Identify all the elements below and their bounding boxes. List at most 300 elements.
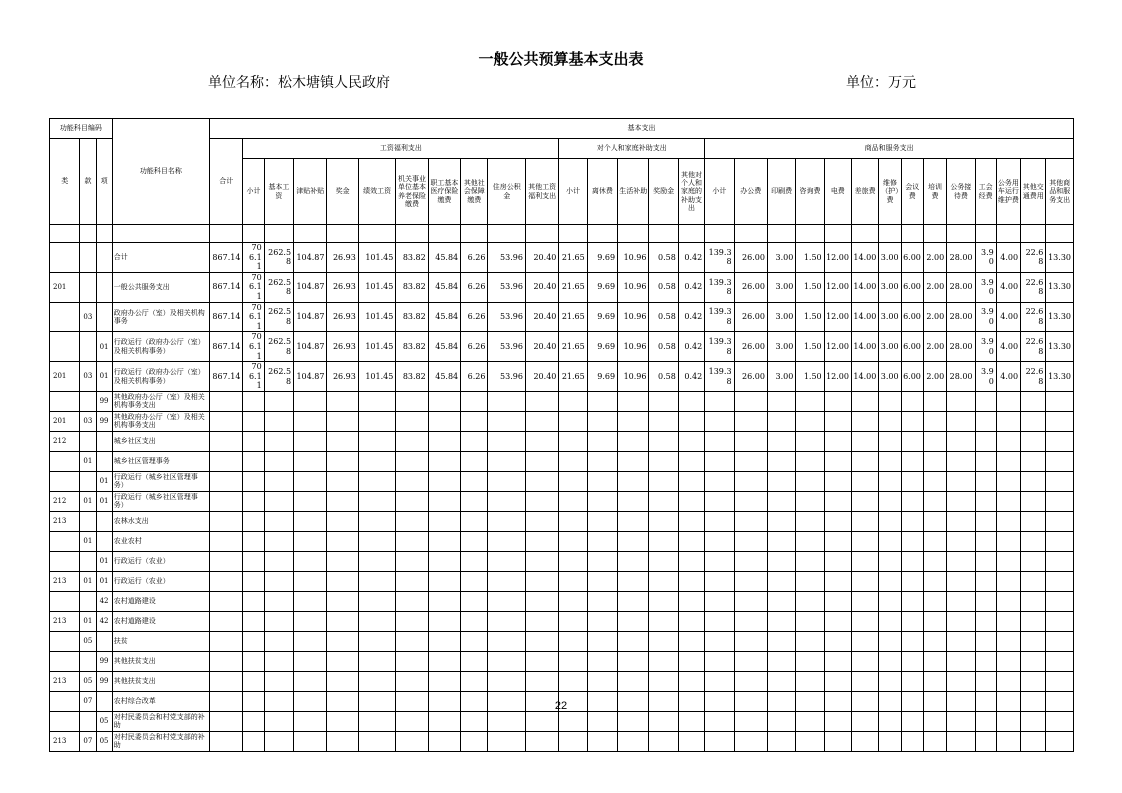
value-cell: 13.30 [1046, 362, 1074, 392]
value-cell [358, 671, 395, 691]
value-cell: 2.00 [923, 362, 946, 392]
value-cell [705, 671, 734, 691]
value-cell: 3.00 [767, 362, 795, 392]
value-cell [587, 451, 617, 471]
empty-cell [649, 225, 678, 243]
value-cell: 262.58 [264, 272, 293, 302]
value-cell: 83.82 [396, 362, 428, 392]
value-cell [996, 631, 1020, 651]
value-cell [796, 451, 824, 471]
value-cell [947, 731, 975, 751]
value-cell [734, 611, 767, 631]
func-name-cell: 一般公共服务支出 [112, 272, 209, 302]
value-cell [396, 411, 428, 431]
value-cell [879, 411, 901, 431]
xiang-code-cell [96, 302, 112, 332]
value-cell: 28.00 [947, 302, 975, 332]
value-cell [901, 431, 923, 451]
value-cell: 0.58 [649, 332, 678, 362]
value-cell [210, 431, 243, 451]
table-row [50, 491, 1074, 511]
value-cell [264, 671, 293, 691]
value-cell [734, 511, 767, 531]
value-cell [1021, 671, 1046, 691]
empty-cell [294, 225, 327, 243]
value-cell [428, 671, 460, 691]
column-header: 小计 [559, 159, 587, 225]
value-cell [358, 471, 395, 491]
empty-cell [80, 225, 96, 243]
value-cell: 867.14 [210, 302, 243, 332]
value-cell [559, 551, 587, 571]
value-cell: 0.58 [649, 362, 678, 392]
value-cell [767, 611, 795, 631]
value-cell [1046, 411, 1074, 431]
value-cell: 12.00 [824, 243, 851, 273]
value-cell: 101.45 [358, 302, 395, 332]
value-cell: 26.00 [734, 332, 767, 362]
value-cell [947, 411, 975, 431]
value-cell [618, 571, 649, 591]
func-name-cell: 行政运行（城乡社区管理事务） [112, 491, 209, 511]
table-row [50, 671, 1074, 691]
value-cell: 6.26 [461, 302, 488, 332]
value-cell [358, 591, 395, 611]
value-cell: 101.45 [358, 362, 395, 392]
value-cell [559, 451, 587, 471]
value-cell [243, 471, 264, 491]
value-cell [996, 711, 1020, 731]
value-cell: 2.00 [923, 243, 946, 273]
value-cell [525, 491, 558, 511]
value-cell [587, 551, 617, 571]
value-cell: 104.87 [294, 332, 327, 362]
value-cell [767, 531, 795, 551]
value-cell [488, 611, 525, 631]
value-cell [996, 551, 1020, 571]
value-cell [618, 471, 649, 491]
value-cell [210, 711, 243, 731]
unit-name-label: 单位名称：松木塘镇人民政府 [208, 75, 390, 91]
value-cell [1021, 411, 1046, 431]
xiang-code-cell: 42 [96, 611, 112, 631]
value-cell [461, 471, 488, 491]
value-cell: 2.00 [923, 332, 946, 362]
value-cell [327, 651, 358, 671]
value-cell: 10.96 [618, 243, 649, 273]
value-cell [851, 551, 878, 571]
value-cell [525, 531, 558, 551]
value-cell [767, 591, 795, 611]
value-cell [428, 611, 460, 631]
value-cell [587, 531, 617, 551]
value-cell [851, 411, 878, 431]
value-cell: 21.65 [559, 243, 587, 273]
value-cell [428, 571, 460, 591]
value-cell [488, 431, 525, 451]
value-cell [649, 591, 678, 611]
value-cell [824, 531, 851, 551]
value-cell [559, 731, 587, 751]
value-cell: 28.00 [947, 243, 975, 273]
value-cell [461, 411, 488, 431]
value-cell [461, 531, 488, 551]
value-cell [525, 571, 558, 591]
value-cell [396, 491, 428, 511]
value-cell [767, 411, 795, 431]
value-cell [947, 651, 975, 671]
value-cell [587, 631, 617, 651]
value-cell [396, 451, 428, 471]
value-cell [975, 491, 996, 511]
value-cell: 867.14 [210, 272, 243, 302]
value-cell [358, 711, 395, 731]
func-name-cell: 农村道路建设 [112, 591, 209, 611]
value-cell [264, 511, 293, 531]
table-row [50, 711, 1074, 731]
table-row [50, 302, 1074, 332]
value-cell: 45.84 [428, 362, 460, 392]
value-cell: 3.00 [767, 332, 795, 362]
value-cell: 13.30 [1046, 302, 1074, 332]
table-row [50, 411, 1074, 431]
value-cell [851, 491, 878, 511]
value-cell [1021, 611, 1046, 631]
value-cell [678, 611, 704, 631]
func-name-cell: 行政运行（农业） [112, 571, 209, 591]
value-cell [734, 651, 767, 671]
value-cell [824, 411, 851, 431]
value-cell [678, 651, 704, 671]
value-cell [975, 411, 996, 431]
value-cell [243, 551, 264, 571]
value-cell [975, 511, 996, 531]
column-header: 印刷费 [767, 159, 795, 225]
value-cell [796, 631, 824, 651]
value-cell [243, 531, 264, 551]
value-cell: 14.00 [851, 302, 878, 332]
value-cell [525, 451, 558, 471]
value-cell: 14.00 [851, 362, 878, 392]
value-cell [243, 611, 264, 631]
value-cell [796, 391, 824, 411]
value-cell [587, 431, 617, 451]
value-cell [947, 711, 975, 731]
value-cell [923, 571, 946, 591]
value-cell [901, 411, 923, 431]
xiang-code-cell: 01 [96, 332, 112, 362]
value-cell [294, 451, 327, 471]
value-cell: 1.50 [796, 302, 824, 332]
value-cell: 53.96 [488, 243, 525, 273]
table-row [50, 243, 1074, 273]
value-cell [488, 651, 525, 671]
value-cell [649, 611, 678, 631]
value-cell [210, 671, 243, 691]
value-cell [1021, 511, 1046, 531]
column-header: 其他对个人和家庭的补助支出 [678, 159, 704, 225]
value-cell [618, 451, 649, 471]
kuan-code-cell: 03 [80, 362, 96, 392]
table-row [50, 511, 1074, 531]
value-cell [396, 731, 428, 751]
value-cell [618, 531, 649, 551]
value-cell [796, 651, 824, 671]
value-cell [879, 711, 901, 731]
value-cell [649, 631, 678, 651]
value-cell [587, 571, 617, 591]
kuan-code-cell: 01 [80, 611, 96, 631]
page-number: 22 [554, 700, 568, 712]
kuan-code-cell: 07 [80, 731, 96, 751]
value-cell: 6.26 [461, 362, 488, 392]
kuan-code-cell [80, 711, 96, 731]
value-cell: 22.68 [1021, 272, 1046, 302]
func-name-cell: 城乡社区支出 [112, 431, 209, 451]
value-cell [428, 631, 460, 651]
value-cell [488, 451, 525, 471]
value-cell [824, 511, 851, 531]
xiang-code-cell [96, 511, 112, 531]
value-cell: 0.42 [678, 302, 704, 332]
empty-cell [587, 225, 617, 243]
kuan-code-cell [80, 272, 96, 302]
value-cell [996, 391, 1020, 411]
value-cell [767, 731, 795, 751]
column-header: 咨询费 [796, 159, 824, 225]
value-cell [678, 531, 704, 551]
value-cell: 706.11 [243, 243, 264, 273]
value-cell [428, 711, 460, 731]
value-cell [488, 671, 525, 691]
value-cell [734, 411, 767, 431]
lei-code-cell: 213 [50, 571, 80, 591]
value-cell: 26.93 [327, 302, 358, 332]
value-cell [525, 391, 558, 411]
value-cell [358, 631, 395, 651]
value-cell [243, 511, 264, 531]
value-cell [243, 711, 264, 731]
kuan-code-cell [80, 551, 96, 571]
column-header: 公务用车运行维护费 [996, 159, 1020, 225]
value-cell: 12.00 [824, 362, 851, 392]
value-cell [264, 591, 293, 611]
value-cell: 21.65 [559, 332, 587, 362]
value-cell [327, 491, 358, 511]
value-cell [327, 731, 358, 751]
xiang-code-cell: 01 [96, 362, 112, 392]
value-cell [734, 671, 767, 691]
value-cell [264, 391, 293, 411]
value-cell [796, 711, 824, 731]
value-cell [996, 571, 1020, 591]
value-cell [327, 711, 358, 731]
value-cell: 3.90 [975, 272, 996, 302]
empty-cell [947, 225, 975, 243]
value-cell [879, 491, 901, 511]
table-row [50, 731, 1074, 751]
value-cell [327, 571, 358, 591]
value-cell [678, 551, 704, 571]
table-row [50, 431, 1074, 451]
value-cell: 14.00 [851, 332, 878, 362]
value-cell [824, 651, 851, 671]
value-cell [734, 631, 767, 651]
value-cell [1021, 391, 1046, 411]
value-cell: 9.69 [587, 362, 617, 392]
value-cell [618, 671, 649, 691]
xiang-code-cell: 99 [96, 391, 112, 411]
lei-code-cell [50, 302, 80, 332]
value-cell [488, 411, 525, 431]
value-cell [901, 511, 923, 531]
value-cell [996, 611, 1020, 631]
value-cell [824, 731, 851, 751]
value-cell [587, 651, 617, 671]
value-cell: 3.90 [975, 243, 996, 273]
value-cell [649, 571, 678, 591]
value-cell [294, 631, 327, 651]
value-cell [767, 711, 795, 731]
kuan-code-cell: 07 [80, 691, 96, 711]
value-cell [796, 511, 824, 531]
value-cell [358, 431, 395, 451]
value-cell: 104.87 [294, 272, 327, 302]
value-cell: 4.00 [996, 302, 1020, 332]
value-cell [210, 491, 243, 511]
lei-code-cell: 213 [50, 731, 80, 751]
value-cell [767, 671, 795, 691]
value-cell [327, 531, 358, 551]
value-cell [923, 551, 946, 571]
value-cell [525, 731, 558, 751]
value-cell [734, 591, 767, 611]
lei-code-cell [50, 591, 80, 611]
xiang-code-cell: 01 [96, 551, 112, 571]
value-cell [767, 511, 795, 531]
value-cell [901, 491, 923, 511]
func-name-cell: 农村道路建设 [112, 611, 209, 631]
value-cell: 2.00 [923, 302, 946, 332]
value-cell [264, 451, 293, 471]
value-cell: 706.11 [243, 332, 264, 362]
value-cell [461, 591, 488, 611]
value-cell [428, 731, 460, 751]
value-cell: 28.00 [947, 332, 975, 362]
value-cell: 262.58 [264, 243, 293, 273]
value-cell [678, 711, 704, 731]
value-cell [996, 651, 1020, 671]
value-cell: 45.84 [428, 243, 460, 273]
value-cell [705, 471, 734, 491]
value-cell: 1.50 [796, 243, 824, 273]
func-name-cell: 农村综合改革 [112, 691, 209, 711]
value-cell [294, 471, 327, 491]
value-cell [587, 391, 617, 411]
value-cell: 9.69 [587, 302, 617, 332]
xiang-code-cell: 99 [96, 411, 112, 431]
value-cell: 10.96 [618, 302, 649, 332]
value-cell [327, 411, 358, 431]
value-cell: 6.00 [901, 272, 923, 302]
value-cell [824, 391, 851, 411]
value-cell: 83.82 [396, 243, 428, 273]
page-title: 一般公共预算基本支出表 [478, 50, 644, 68]
value-cell: 9.69 [587, 272, 617, 302]
value-cell [879, 591, 901, 611]
value-cell [327, 511, 358, 531]
value-cell [1046, 631, 1074, 651]
value-cell [428, 591, 460, 611]
value-cell [649, 471, 678, 491]
value-cell [705, 411, 734, 431]
value-cell: 45.84 [428, 272, 460, 302]
value-cell [559, 631, 587, 651]
table-row [50, 571, 1074, 591]
value-cell [947, 471, 975, 491]
value-cell [559, 431, 587, 451]
value-cell: 22.68 [1021, 332, 1046, 362]
func-name-cell: 其他扶贫支出 [112, 651, 209, 671]
xiang-code-cell [96, 531, 112, 551]
value-cell [294, 491, 327, 511]
total-header: 合计 [210, 139, 243, 225]
value-cell [796, 431, 824, 451]
value-cell: 139.38 [705, 362, 734, 392]
value-cell [923, 531, 946, 551]
value-cell [294, 731, 327, 751]
value-cell [947, 431, 975, 451]
value-cell [734, 731, 767, 751]
column-header: 维修（护）费 [879, 159, 901, 225]
value-cell [559, 471, 587, 491]
value-cell [975, 471, 996, 491]
value-cell [488, 511, 525, 531]
value-cell [243, 591, 264, 611]
column-header: 培训费 [923, 159, 946, 225]
value-cell [264, 571, 293, 591]
value-cell: 262.58 [264, 332, 293, 362]
value-cell [618, 431, 649, 451]
value-cell [901, 591, 923, 611]
kuan-code-cell [80, 243, 96, 273]
func-name-cell: 行政运行（政府办公厅（室）及相关机构事务） [112, 362, 209, 392]
value-cell [396, 391, 428, 411]
value-cell [649, 551, 678, 571]
value-cell [294, 651, 327, 671]
value-cell [461, 731, 488, 751]
value-cell: 6.26 [461, 332, 488, 362]
value-cell [488, 391, 525, 411]
value-cell [649, 531, 678, 551]
value-cell [824, 571, 851, 591]
value-cell [210, 571, 243, 591]
value-cell: 1.50 [796, 362, 824, 392]
value-cell [327, 551, 358, 571]
column-header: 离休费 [587, 159, 617, 225]
lei-code-cell [50, 531, 80, 551]
value-cell: 53.96 [488, 272, 525, 302]
value-cell [824, 591, 851, 611]
value-cell [796, 671, 824, 691]
value-cell [996, 451, 1020, 471]
value-cell [796, 471, 824, 491]
func-name-cell: 扶贫 [112, 631, 209, 651]
column-header: 绩效工资 [358, 159, 395, 225]
budget-table [49, 118, 1074, 752]
func-name-cell: 行政运行（政府办公厅（室）及相关机构事务） [112, 332, 209, 362]
value-cell [525, 631, 558, 651]
